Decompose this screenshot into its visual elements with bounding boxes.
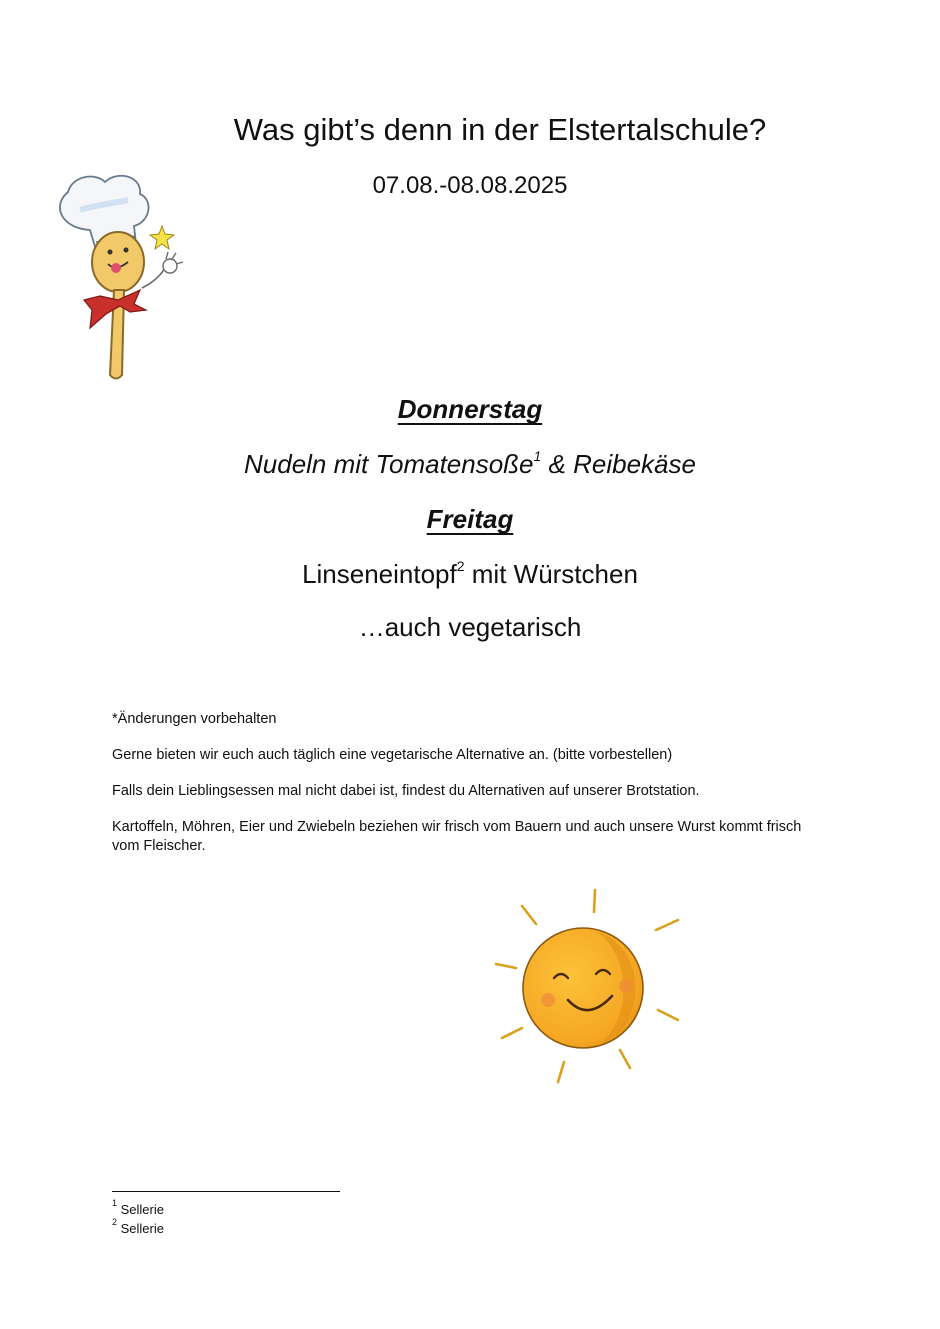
- footnote-text: Sellerie: [117, 1202, 164, 1217]
- notes-block: [112, 710, 812, 856]
- regional-text: Kartoffeln, Möhren, Eier und Zwiebeln beziehen wir frisch vom Bauern und auch unsere Wurst kommt frisch vom Fleischer.: [112, 819, 802, 854]
- footnote-text: Sellerie: [117, 1221, 164, 1236]
- footnote-number: 2: [112, 1216, 118, 1227]
- footnote-ref: 1: [533, 448, 542, 465]
- footnote: [112, 1216, 164, 1236]
- dish-extra: …auch vegetarisch: [358, 612, 582, 642]
- day-heading: Freitag: [426, 504, 514, 534]
- footnote-number: 1: [112, 1197, 118, 1208]
- day-heading: Donnerstag: [397, 394, 543, 424]
- footnote-separator: [112, 1191, 340, 1192]
- dish-line: [0, 559, 940, 590]
- alternatives-text: Falls dein Lieblingsessen mal nicht dabei ist, findest du Alternativen auf unserer Brotstation.: [112, 783, 700, 799]
- footnote: [112, 1197, 164, 1217]
- footnote-ref: 2: [456, 558, 465, 575]
- smiling-sun-icon: [488, 882, 688, 1087]
- page-title: Was gibt’s denn in der Elstertalschule?: [233, 112, 767, 147]
- cook-spoon-icon: [50, 170, 195, 385]
- dish-line: [0, 449, 940, 480]
- date-range: 07.08.-08.08.2025: [372, 172, 568, 199]
- dish-suffix: mit Würstchen: [464, 559, 638, 589]
- dish-name: Nudeln mit Tomatensoße: [244, 449, 534, 479]
- vegetarian-text: Gerne bieten wir euch auch täglich eine vegetarische Alternative an. (bitte vorbestellen): [112, 747, 673, 763]
- dish-name: Linseneintopf: [302, 559, 457, 589]
- dish-suffix: & Reibekäse: [541, 449, 696, 479]
- disclaimer-text: *Änderungen vorbehalten: [112, 711, 277, 727]
